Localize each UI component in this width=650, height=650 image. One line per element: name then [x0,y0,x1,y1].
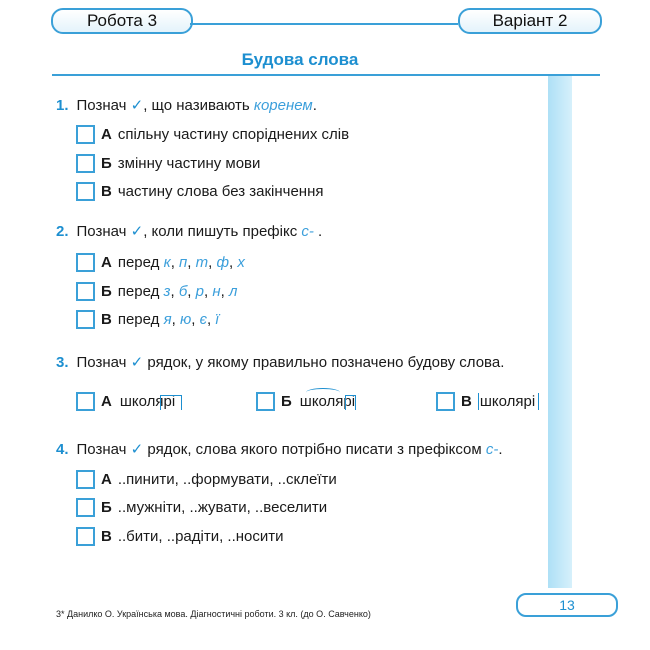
check-icon: ✓ [130,354,144,371]
bracket-right-mark [538,393,540,410]
option-1c[interactable]: В частину слова без закінчення [76,182,324,201]
option-1b[interactable]: Б змінну частину мови [76,154,260,173]
bracket-left-mark [478,393,480,410]
question-number: 3. [56,354,69,371]
citation: 3* Данилко О. Українська мова. Діагностичні роботи. 3 кл. (до О. Савченко) [56,609,371,619]
checkbox[interactable] [76,125,95,144]
checkbox[interactable] [76,392,95,411]
option-3a[interactable]: А школярі [76,392,177,411]
variant-label: Варіант 2 [458,8,602,34]
option-4c[interactable]: В ..бити, ..радіти, ..носити [76,527,284,546]
question-1: 1. Познач ✓, що називають коренем. [56,97,317,114]
question-4: 4. Познач ✓ рядок, слова якого потрібно писати з префіксом с-. [56,441,503,458]
option-2a[interactable]: А перед к , п , т , ф , х [76,253,245,272]
page-title: Будова слова [241,50,359,69]
check-icon: ✓ [130,97,144,114]
checkbox[interactable] [76,182,95,201]
option-2c[interactable]: В перед я , ю , є , ї [76,310,219,329]
question-3: 3. Познач ✓ рядок, у якому правильно позначено будову слова. [56,354,505,371]
question-number: 1. [56,97,69,114]
option-4a[interactable]: А ..пинити, ..формувати, ..склеїти [76,470,337,489]
checkbox[interactable] [76,498,95,517]
morpheme-word: школярі [118,393,177,410]
ending-mark [345,395,356,410]
header-rule-middle [190,23,458,25]
morpheme-word: школярі [478,393,537,410]
option-1a[interactable]: А спільну частину споріднених слів [76,125,349,144]
question-number: 4. [56,441,69,458]
checkbox[interactable] [76,470,95,489]
checkbox[interactable] [76,282,95,301]
checkbox[interactable] [76,253,95,272]
title-rule [52,74,600,76]
check-icon: ✓ [130,441,144,458]
checkbox[interactable] [76,154,95,173]
ending-mark [160,395,182,410]
checkbox[interactable] [436,392,455,411]
root-arc-mark [306,388,340,397]
checkbox[interactable] [76,527,95,546]
option-3b[interactable]: Б школярі [256,392,357,411]
morpheme-word: школярі [298,393,357,410]
option-2b[interactable]: Б перед з , б , р , н , л [76,282,237,301]
work-label: Робота 3 [51,8,193,34]
page-number: 13 [516,593,618,617]
check-icon: ✓ [130,223,144,240]
question-2: 2. Познач ✓, коли пишуть префікс с- . [56,223,323,240]
checkbox[interactable] [76,310,95,329]
option-4b[interactable]: Б ..мужніти, ..жувати, ..веселити [76,498,327,517]
option-3c[interactable]: В школярі [436,392,537,411]
question-number: 2. [56,223,69,240]
side-stripe [548,76,572,588]
checkbox[interactable] [256,392,275,411]
